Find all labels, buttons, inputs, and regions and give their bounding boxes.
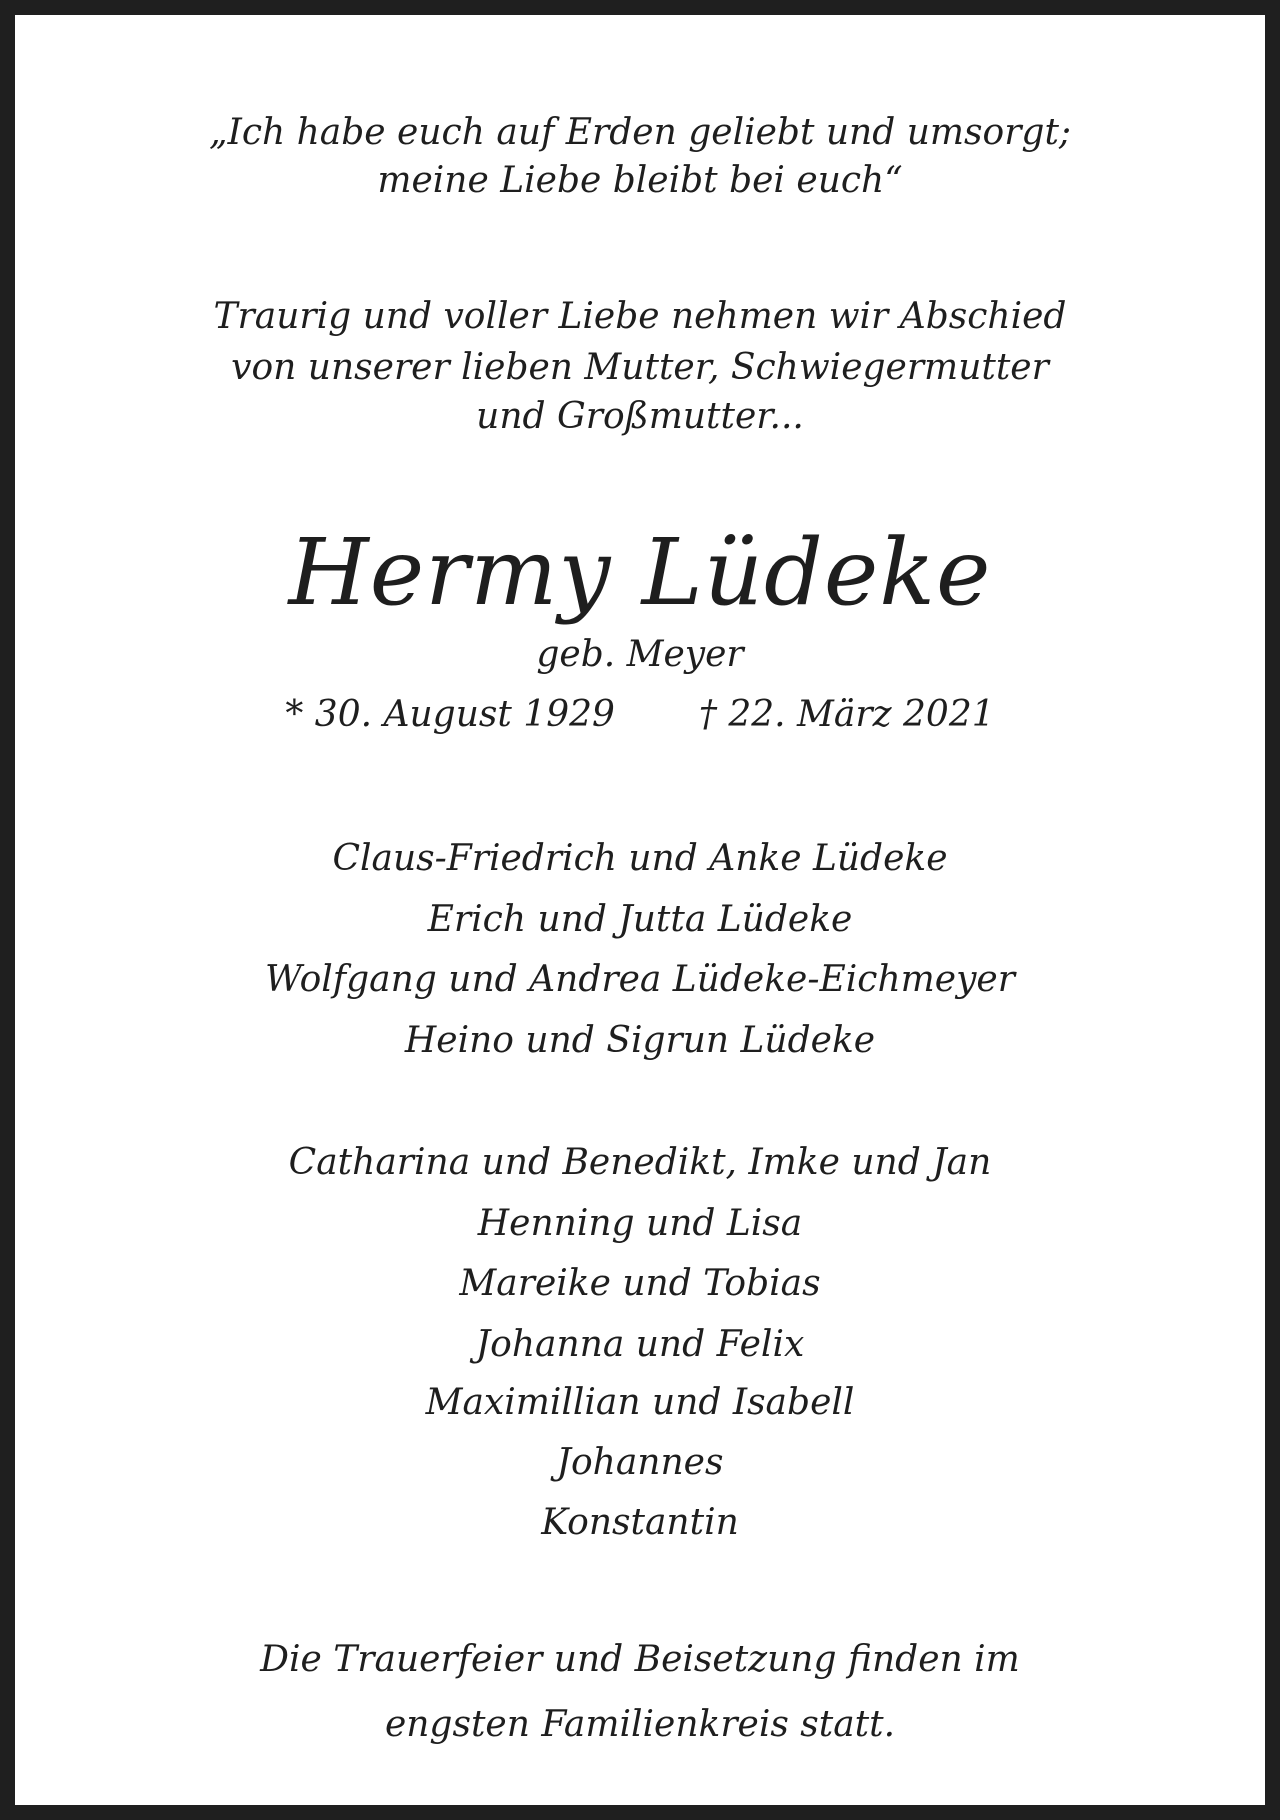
intro-line-3: und Großmutter... bbox=[476, 396, 804, 437]
obituary-content bbox=[30, 30, 1250, 1790]
child-couple: Claus-Friedrich und Anke Lüdeke bbox=[332, 838, 948, 879]
grandchild-entry: Mareike und Tobias bbox=[459, 1263, 821, 1304]
intro-line-2: von unserer lieben Mutter, Schwiegermutter bbox=[231, 347, 1049, 388]
grandchild-entry: Catharina und Benedikt, Imke und Jan bbox=[288, 1142, 992, 1183]
death-date: † 22. März 2021 bbox=[698, 694, 995, 735]
maiden-name: geb. Meyer bbox=[536, 634, 744, 675]
child-couple: Wolfgang und Andrea Lüdeke-Eichmeyer bbox=[265, 959, 1015, 1000]
deceased-name: Hermy Lüdeke bbox=[288, 519, 992, 626]
child-couple: Heino und Sigrun Lüdeke bbox=[404, 1020, 876, 1061]
intro-line-1: Traurig und voller Liebe nehmen wir Abschied bbox=[213, 296, 1067, 337]
grandchild-entry: Johannes bbox=[556, 1442, 724, 1483]
grandchild-entry: Henning und Lisa bbox=[477, 1203, 803, 1244]
quote-line-1: „Ich habe euch auf Erden geliebt und umsorgt; bbox=[208, 112, 1072, 153]
quote-line-2: meine Liebe bleibt bei euch“ bbox=[377, 160, 903, 201]
closing-line-2: engsten Familienkreis statt. bbox=[384, 1704, 896, 1745]
grandchild-entry: Maximillian und Isabell bbox=[425, 1382, 855, 1423]
life-dates bbox=[30, 690, 1250, 740]
child-couple: Erich und Jutta Lüdeke bbox=[427, 899, 853, 940]
grandchild-entry: Konstantin bbox=[541, 1502, 739, 1543]
closing-line-1: Die Trauerfeier und Beisetzung finden im bbox=[260, 1639, 1020, 1680]
birth-date: * 30. August 1929 bbox=[285, 694, 615, 735]
grandchild-entry: Johanna und Felix bbox=[475, 1324, 805, 1365]
